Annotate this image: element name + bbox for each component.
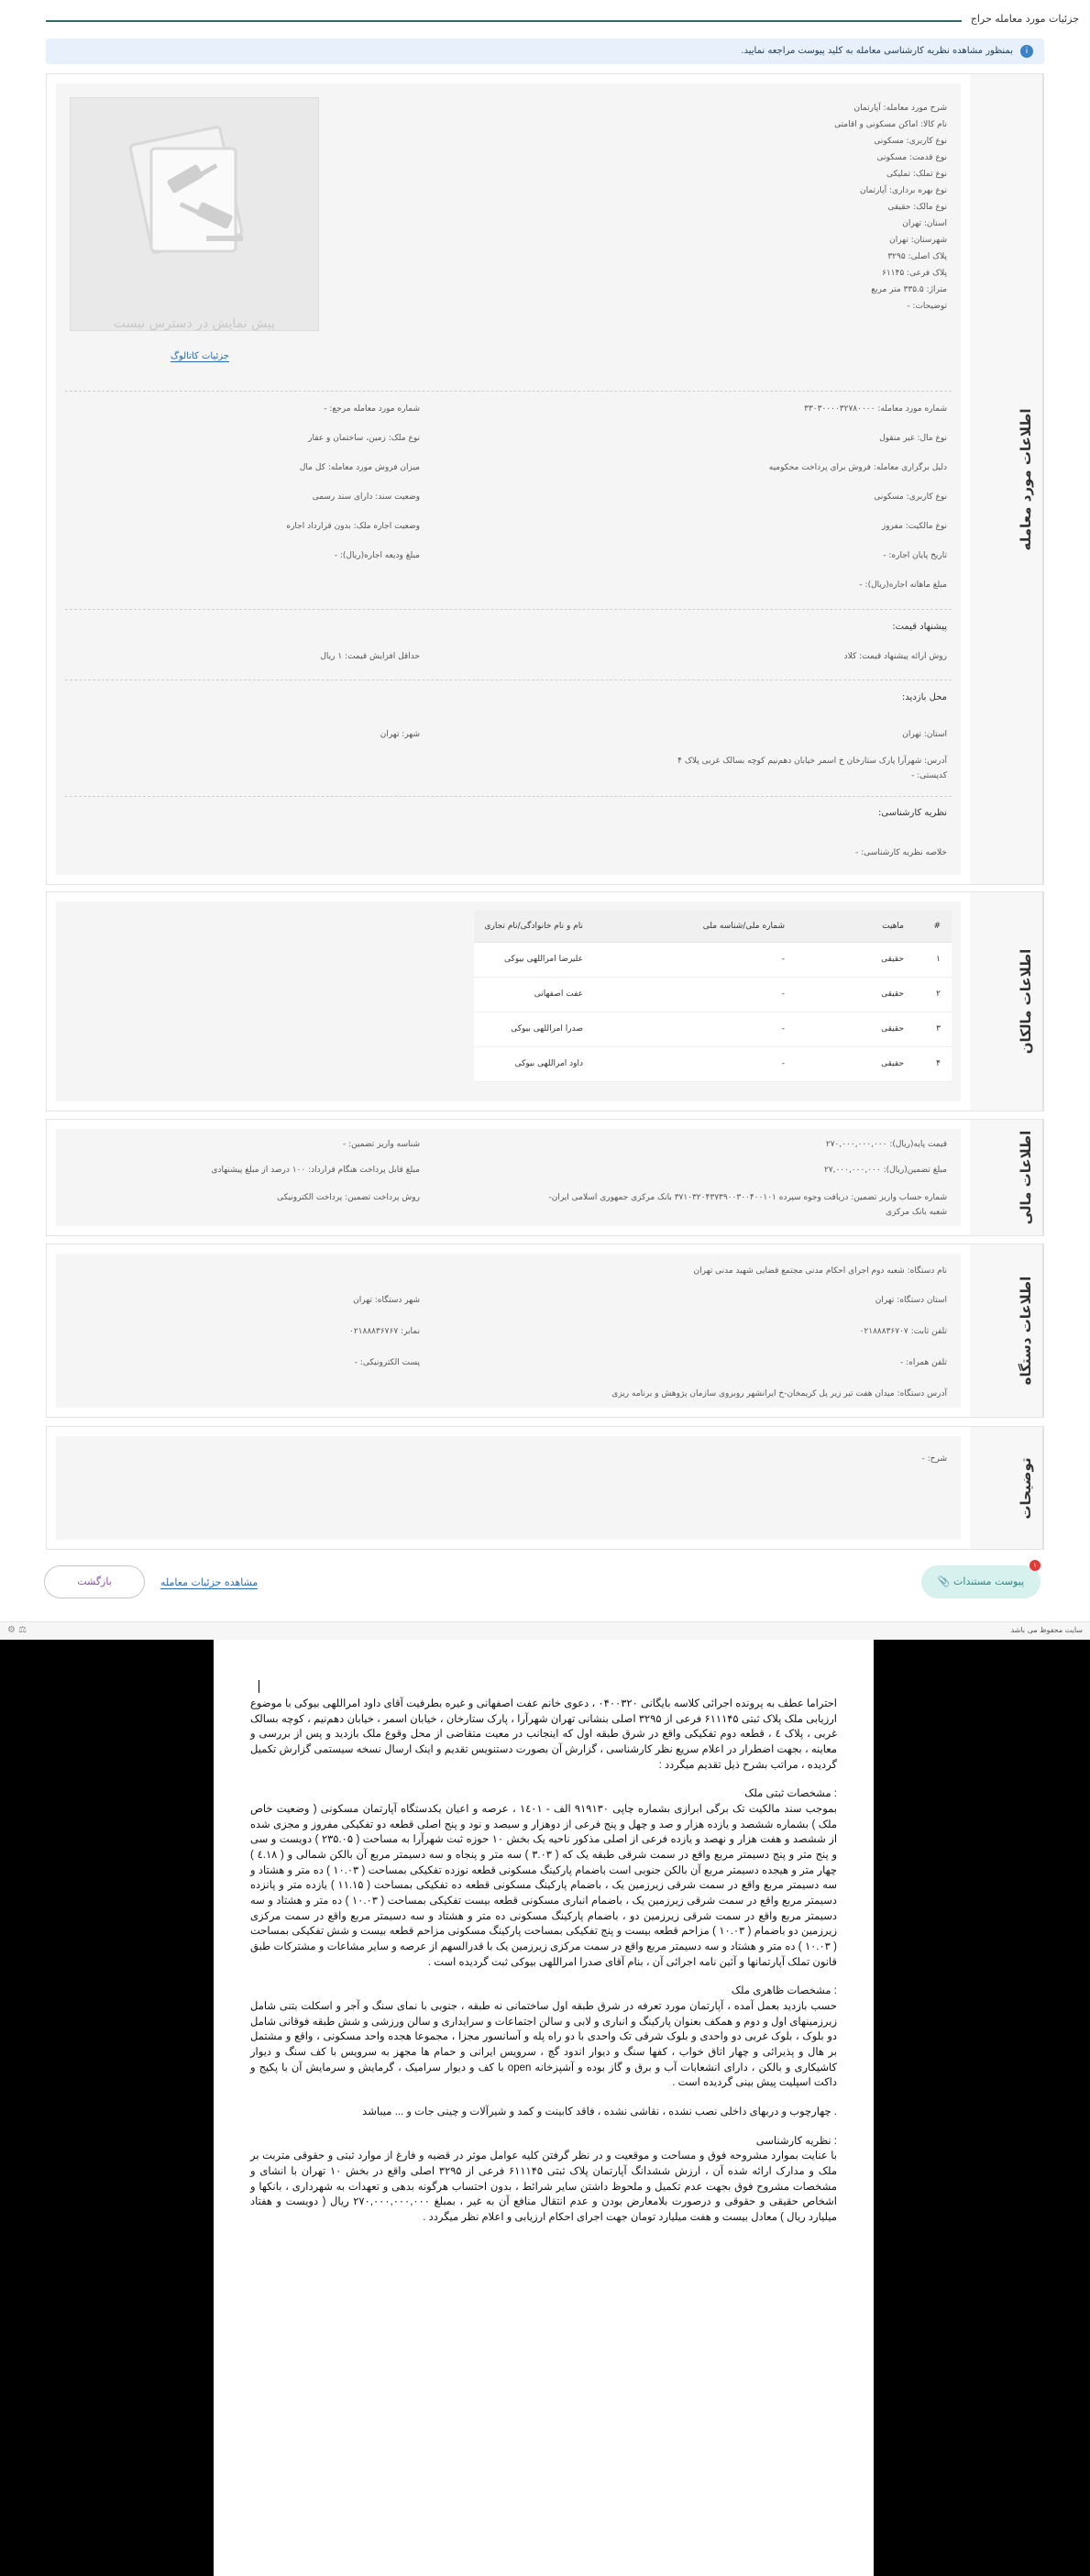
doc-paragraph: احتراما عطف به پرونده اجرائی کلاسه بایگانی ۰۴۰۰۳۲۰ ، دعوی خانم عفت اصفهانی و غیره بطرفیت آقای داود امراللهی بیوکی با موضوع ارزیابی ملک پلاک ثبتی ۶۱۱۱۴۵ فرعی از ۳۲۹۵ اصلی بنشانی تهران شهرآرا ، پارک ستارخان ، خیابان اسمر ، خیابان دهم‌نیم ، کوچه بسالک غربی ، پلاک ٤ ، قطعه دوم تفکیکی واقع در شرق طبقه اول که اینجانب در معیت متقاضی از محل وقوع ملک بازدید و پس از بررسی و معاینه ، بجهت اضطرار در اعلام سریع نظر کارشناسی ، گزارش آن بصورت دستنویس تقدیم و اینک ارسال نسخه سیستمی گزارش تکمیل گردیده ، مراتب بشرح ذیل تقدیم میگردد : xyxy=(250,1698,837,1771)
divider xyxy=(65,391,952,392)
section-side: اطلاعات مورد معامله xyxy=(970,74,1043,884)
field-guarantee: مبلغ تضمین(ریال): ۲۷,۰۰۰,۰۰۰,۰۰۰ xyxy=(823,1166,947,1175)
field-agency-fax: نمابر: ۰۲۱۸۸۸۳۶۷۶۷ xyxy=(348,1327,420,1336)
col-national-id: شماره ملی/شناسه ملی xyxy=(594,911,796,942)
field-price-min: حداقل افزایش قیمت: ۱ ریال xyxy=(320,652,420,661)
field-agency-city: شهر دستگاه: تهران xyxy=(353,1296,420,1305)
item-info-section xyxy=(46,73,1044,885)
field-sub-plaque: پلاک فرعی: ۶۱۱۴۵ xyxy=(882,269,947,278)
alert-text: بمنظور مشاهده نظریه کارشناسی معامله به کلید پیوست مراجعه نمایید. xyxy=(741,46,1013,56)
cell-nature: حقیقی xyxy=(796,977,915,1012)
attachments-badge: ۱ xyxy=(1029,1560,1040,1571)
field-desc: شرح مورد معامله: آپارتمان xyxy=(853,104,947,113)
field-notes: توضیحات: - xyxy=(907,302,947,311)
document-text xyxy=(250,1697,837,2239)
page-title: جزئیات مورد معامله حراج xyxy=(970,13,1079,25)
field-base-price: قیمت پایه(ریال): ۲۷۰,۰۰۰,۰۰۰,۰۰۰ xyxy=(825,1140,947,1149)
field-account: شماره حساب واریز تضمین: دریافت وجوه سپرده ۳۷۱۰۳۲۰۴۳۷۳۹۰۰۳۰۰۴۰۰۱۰۱ بانک مرکزی جمهوری اسلامی ایران- xyxy=(548,1193,947,1202)
section-side: توضیحات xyxy=(970,1427,1043,1549)
field-visit-city: شهر: تهران xyxy=(380,730,420,739)
field-reason: دلیل برگزاری معامله: فروش برای پرداخت محکومیه xyxy=(768,463,947,472)
doc-heading: : نظریه کارشناسی xyxy=(755,2135,837,2147)
field-deposit: مبلغ ودیعه اجاره(ریال): - xyxy=(334,551,420,560)
document-viewer xyxy=(0,1640,1090,2576)
field-property-type: نوع ملک: زمین، ساختمان و عقار xyxy=(308,434,420,443)
status-bar xyxy=(0,1621,1090,1640)
col-nature: ماهیت xyxy=(796,911,915,942)
table-row xyxy=(474,1012,952,1046)
col-index: # xyxy=(915,911,952,942)
field-sale-share: میزان فروش مورد معامله: کل مال xyxy=(299,463,420,472)
field-agency-phone: تلفن ثابت: ۰۲۱۸۸۸۳۶۷۰۷ xyxy=(859,1327,947,1336)
table-row xyxy=(474,1046,952,1081)
notes-section xyxy=(46,1426,1044,1550)
visit-heading: محل بازدید: xyxy=(901,692,947,702)
field-deed-status: وضعیت سند: دارای سند رسمی xyxy=(312,492,420,502)
logo-icon: ⚖ ⚙ xyxy=(7,1625,28,1635)
field-pay-method: روش پرداخت تضمین: پرداخت الکترونیکی xyxy=(277,1193,420,1202)
expert-heading: نظریه کارشناسی: xyxy=(878,808,947,818)
cell-index: ۱ xyxy=(915,942,952,977)
image-placeholder xyxy=(70,97,319,331)
document-page xyxy=(214,1640,874,2576)
view-deal-details-link[interactable]: مشاهده جزئیات معامله xyxy=(160,1576,259,1588)
section-side: اطلاعات دستگاه xyxy=(970,1244,1043,1417)
cell-name: عفت اصفهانی xyxy=(474,977,594,1012)
cell-index: ۴ xyxy=(915,1046,952,1081)
table-row xyxy=(474,942,952,977)
field-goods: نام کالا: اماکن مسکونی و اقامتی xyxy=(834,120,947,129)
attachments-label: پیوست مستندات xyxy=(953,1575,1025,1587)
field-visit-address: آدرس: شهرآرا پارک ستارخان خ اسمر خیابان دهم‌نیم کوچه بسالک غربی پلاک ۴ xyxy=(677,757,947,766)
field-ownership: نوع مالکیت: مفروز xyxy=(881,522,947,531)
doc-heading: : مشخصات ثبتی ملک xyxy=(744,1788,837,1800)
field-usage-2: نوع کاربری: مسکونی xyxy=(874,492,947,502)
info-alert xyxy=(46,39,1044,64)
field-ref-number: شماره مورد معامله مرجع: - xyxy=(324,404,420,414)
section-body xyxy=(56,1436,961,1540)
section-side: اطلاعات مالکان xyxy=(970,892,1043,1111)
cell-name: علیرضا امراللهی بیوکی xyxy=(474,942,594,977)
field-agency-province: استان دستگاه: تهران xyxy=(875,1296,947,1305)
cell-index: ۲ xyxy=(915,977,952,1012)
cell-nature: حقیقی xyxy=(796,1046,915,1081)
field-contract-pay: مبلغ قابل پرداخت هنگام قرارداد: ۱۰۰ درصد از مبلغ پیشنهادی xyxy=(211,1166,420,1175)
field-agency-address: آدرس دستگاه: میدان هفت تیر زیر پل کریمخان-خ ایرانشهر روبروی سازمان پژوهش و برنامه ریزی xyxy=(611,1389,947,1399)
field-lease-status: وضعیت اجاره ملک: بدون قرارداد اجاره xyxy=(286,522,420,531)
field-agency-name: نام دستگاه: شعبه دوم اجرای احکام مدنی مجتمع قضایی شهید مدنی تهران xyxy=(693,1266,947,1276)
field-exploit: نوع بهره برداری: آپارتمان xyxy=(860,186,947,195)
field-expert-summary: خلاصه نظریه کارشناسی: - xyxy=(855,848,947,857)
doc-paragraph: بموجب سند مالکیت تک برگی ابرازی بشماره چاپی ۹۱۹۱۳۰ الف - ۱٤۰۱ ، عرصه و اعیان یکدستگاه آپارتمان مسکونی ( وضعیت خاص ملک ) بشماره ششصد و یازده هزار و صد و چهل و پنج فرعی از دوهزار و سیصد و نود و پنج اصلی قطعه دو تفکیکی مفروز و مجزی شده از ششصد و هفت هزار و نهصد و یازده فرعی از اصلی مذکور ناحیه یک بخش ۱۰ حوزه ثبت شهرآرا به مساحت ( ۲۳۵.۰۵ ) دویست و سی و پنج متر و پنج دسیمتر مربع واقع در سمت شرقی طبقه یک که ( ۳.۰۳ ) سه متر و پنجاه و سه دسیمتر مربع آن بالکن شمالی و ( ٤.۱۸ ) چهار متر و هیجده دسیمتر مربع آن بالکن جنوبی است باضمام پارکینگ مسکونی قطعه نوزده تفکیکی بمساحت ( ۱۰.۰۳ ) ده متر و هشتاد و سه دسیمتر مربع واقع در سمت شرقی زیرزمین یک ، باضمام پارکینگ مسکونی قطعه ده تفکیکی بمساحت ( ۱۱.۱۵ ) یازده متر و پانزده دسیمتر مربع واقع در سمت شرقی زیرزمین یک ، باضمام انباری مسکونی قطعه بیست تفکیکی بمساحت ( ۱۰.۰۳ ) ده متر و هشتاد و سه دسیمتر مربع واقع در سمت شرقی زیرزمین دو ، باضمام پارکینگ مسکونی ده متر و هشتاد و سه دسیمتر مربع واقع در سمت مرکزی زیرزمین دو باضمام ( ۱۰.۰۳ ) مزاحم قطعه بیست و پنج تفکیکی بمساحت پارکینگ مسکونی مزاحم قطعه بیست و شش تفکیکی بمساحت ( ۱۰.۰۳ ) ده متر و هشتاد و سه دسیمتر مربع واقع در سمت مرکزی زیرزمین یک با قدرالسهم از عرصه و سایر مشاعات و مشترکات طبق قانون تملک آپارتمانها و آئین نامه اجرائی آن ، بنام آقای صدرا امراللهی بیوکی ثبت گردیده است . xyxy=(250,1804,838,1968)
field-usage: نوع کاربری: مسکونی xyxy=(874,137,947,146)
agency-section xyxy=(46,1244,1044,1418)
paperclip-icon: 📎 xyxy=(937,1575,951,1587)
table-row xyxy=(474,977,952,1012)
cell-national-id: - xyxy=(594,1012,796,1046)
field-account-branch: شعبه بانک مرکزی xyxy=(885,1208,947,1217)
doc-paragraph: حسب بازدید بعمل آمده ، آپارتمان مورد تعرفه در شرق طبقه اول ساختمانی نه طبقه ، جنوبی با نمای سنگ و آجر و اسکلت بتنی شامل زیرزمینهای اول و دوم و همکف بعنوان پارکینگ و انباری و لابی و سالن اجتماعات و سرایداری و سالن ورزشی و شش طبقه فوقانی شامل دو بلوک ، بلوک غربی دو واحدی و بلوک شرقی تک واحدی با دو راه پله و آسانسور مجزا ، مجموعا هجده واحد مسکونی ، واقع و مشتمل بر هال و پذیرائی و چهار اتاق خواب ، کفها سنگ و دیوار اندود گچ ، سرویس ایرانی و حمام ها مجهز به سرویس با کف سنگ و دیوار کاشیکاری و بالکن ، دارای انشعابات آب و برق و گاز بوده و آشپزخانه open با کف و دیوار سرامیک ، گرمایش و سرمایش آن با پکیج و داکت اسپلیت پیش بینی گردیده است . xyxy=(250,2001,837,2089)
section-body xyxy=(56,1129,961,1226)
price-heading: پیشنهاد قیمت: xyxy=(892,622,947,632)
info-icon: i xyxy=(1020,45,1033,58)
cell-nature: حقیقی xyxy=(796,942,915,977)
field-notes-text: شرح: - xyxy=(921,1454,947,1464)
field-agency-email: پست الکترونیکی: - xyxy=(354,1358,420,1367)
section-body xyxy=(56,901,961,1101)
field-agency-mobile: تلفن همراه: - xyxy=(899,1358,947,1367)
col-name: نام و نام خانوادگی/نام تجاری xyxy=(474,911,594,942)
attachments-button[interactable] xyxy=(921,1562,1040,1598)
field-property-kind: نوع مال: غیر منقول xyxy=(879,434,947,443)
status-text: سایت محفوظ می باشد xyxy=(1010,1626,1083,1634)
cell-national-id: - xyxy=(594,942,796,977)
owners-table xyxy=(474,911,952,1082)
title-divider xyxy=(46,20,962,22)
field-visit-postcode: کدپستی: - xyxy=(911,771,947,780)
divider xyxy=(65,796,952,797)
field-lease-end: تاریخ پایان اجاره: - xyxy=(883,551,947,560)
field-deposit-id: شناسه واریز تضمین: - xyxy=(343,1140,420,1149)
catalog-details-link[interactable]: جزئیات کاتالوگ xyxy=(171,351,229,361)
finance-section xyxy=(46,1119,1044,1236)
field-price-method: روش ارائه پیشنهاد قیمت: کلاد xyxy=(843,652,947,661)
field-owner-type: نوع مالک: حقیقی xyxy=(887,203,947,212)
image-placeholder-text: پیش نمایش در دسترس نیست xyxy=(113,316,276,331)
cell-index: ۳ xyxy=(915,1012,952,1046)
section-body xyxy=(56,1254,961,1408)
back-button[interactable]: بازگشت xyxy=(44,1565,145,1598)
owners-section xyxy=(46,891,1044,1111)
divider xyxy=(65,609,952,610)
field-monthly-rent: مبلغ ماهانه اجاره(ریال): - xyxy=(859,580,947,590)
field-visit-province: استان: تهران xyxy=(902,730,947,739)
field-county: شهرستان: تهران xyxy=(889,236,947,245)
field-ownership-type: نوع تملک: تملیکی xyxy=(886,170,947,179)
cell-national-id: - xyxy=(594,1046,796,1081)
cell-name: صدرا امراللهی بیوکی xyxy=(474,1012,594,1046)
doc-paragraph: . چهارچوب و دربهای داخلی نصب نشده ، نقاشی نشده ، فاقد کابینت و کمد و شیرآلات و چینی جات و ... میباشد xyxy=(362,2106,837,2118)
section-body xyxy=(56,83,961,875)
field-main-plaque: پلاک اصلی: ۳۲۹۵ xyxy=(887,252,947,261)
section-side: اطلاعات مالی xyxy=(970,1120,1043,1235)
cell-name: داود امراللهی بیوکی xyxy=(474,1046,594,1081)
cell-nature: حقیقی xyxy=(796,1012,915,1046)
field-area: متراژ: ۳۳۵.۵ متر مربع xyxy=(871,285,947,294)
doc-heading: : مشخصات ظاهری ملک xyxy=(731,1985,837,1997)
field-item-number: شماره مورد معامله: ۳۳۰۳۰۰۰۰۳۲۷۸۰۰۰۰ xyxy=(804,404,947,414)
gavel-icon xyxy=(69,98,318,304)
field-age: نوع قدمت: مسکونی xyxy=(876,153,947,162)
cell-national-id: - xyxy=(594,977,796,1012)
table-header-row xyxy=(474,911,952,942)
field-province: استان: تهران xyxy=(902,219,947,228)
doc-paragraph: با عنایت بموارد مشروحه فوق و مساحت و موقعیت و در نظر گرفتن کلیه عوامل موثر در قضیه و فارغ از موارد ثبتی و حقوقی متربت بر ملک و مدارک ارائه شده آن ، ارزش ششدانگ آپارتمان پلاک ثبتی ۶۱۱۱۴۵ فرعی از ۳۲۹۵ اصلی واقع در بخش ۱۰ تهران با انشای و مشخصات مشروح فوق بجهت عدم تکمیل و ملحوظ داشتن سایر شرائط ، بدون احتساب هرگونه بدهی و تعهدات به شهرداری ، بانکها و اشخاص حقیقی و حقوقی و درصورت بلامعارض بودن و عدم انتقال منافع آن به غیر ، بمبلغ ۲۷۰,۰۰۰,۰۰۰,۰۰۰ ریال ( دویست و هفتاد میلیارد ریال ) معادل بیست و هفت میلیارد تومان جهت اجرای احکام ارزیابی و اعلام نظر میگردد . xyxy=(250,2150,838,2224)
